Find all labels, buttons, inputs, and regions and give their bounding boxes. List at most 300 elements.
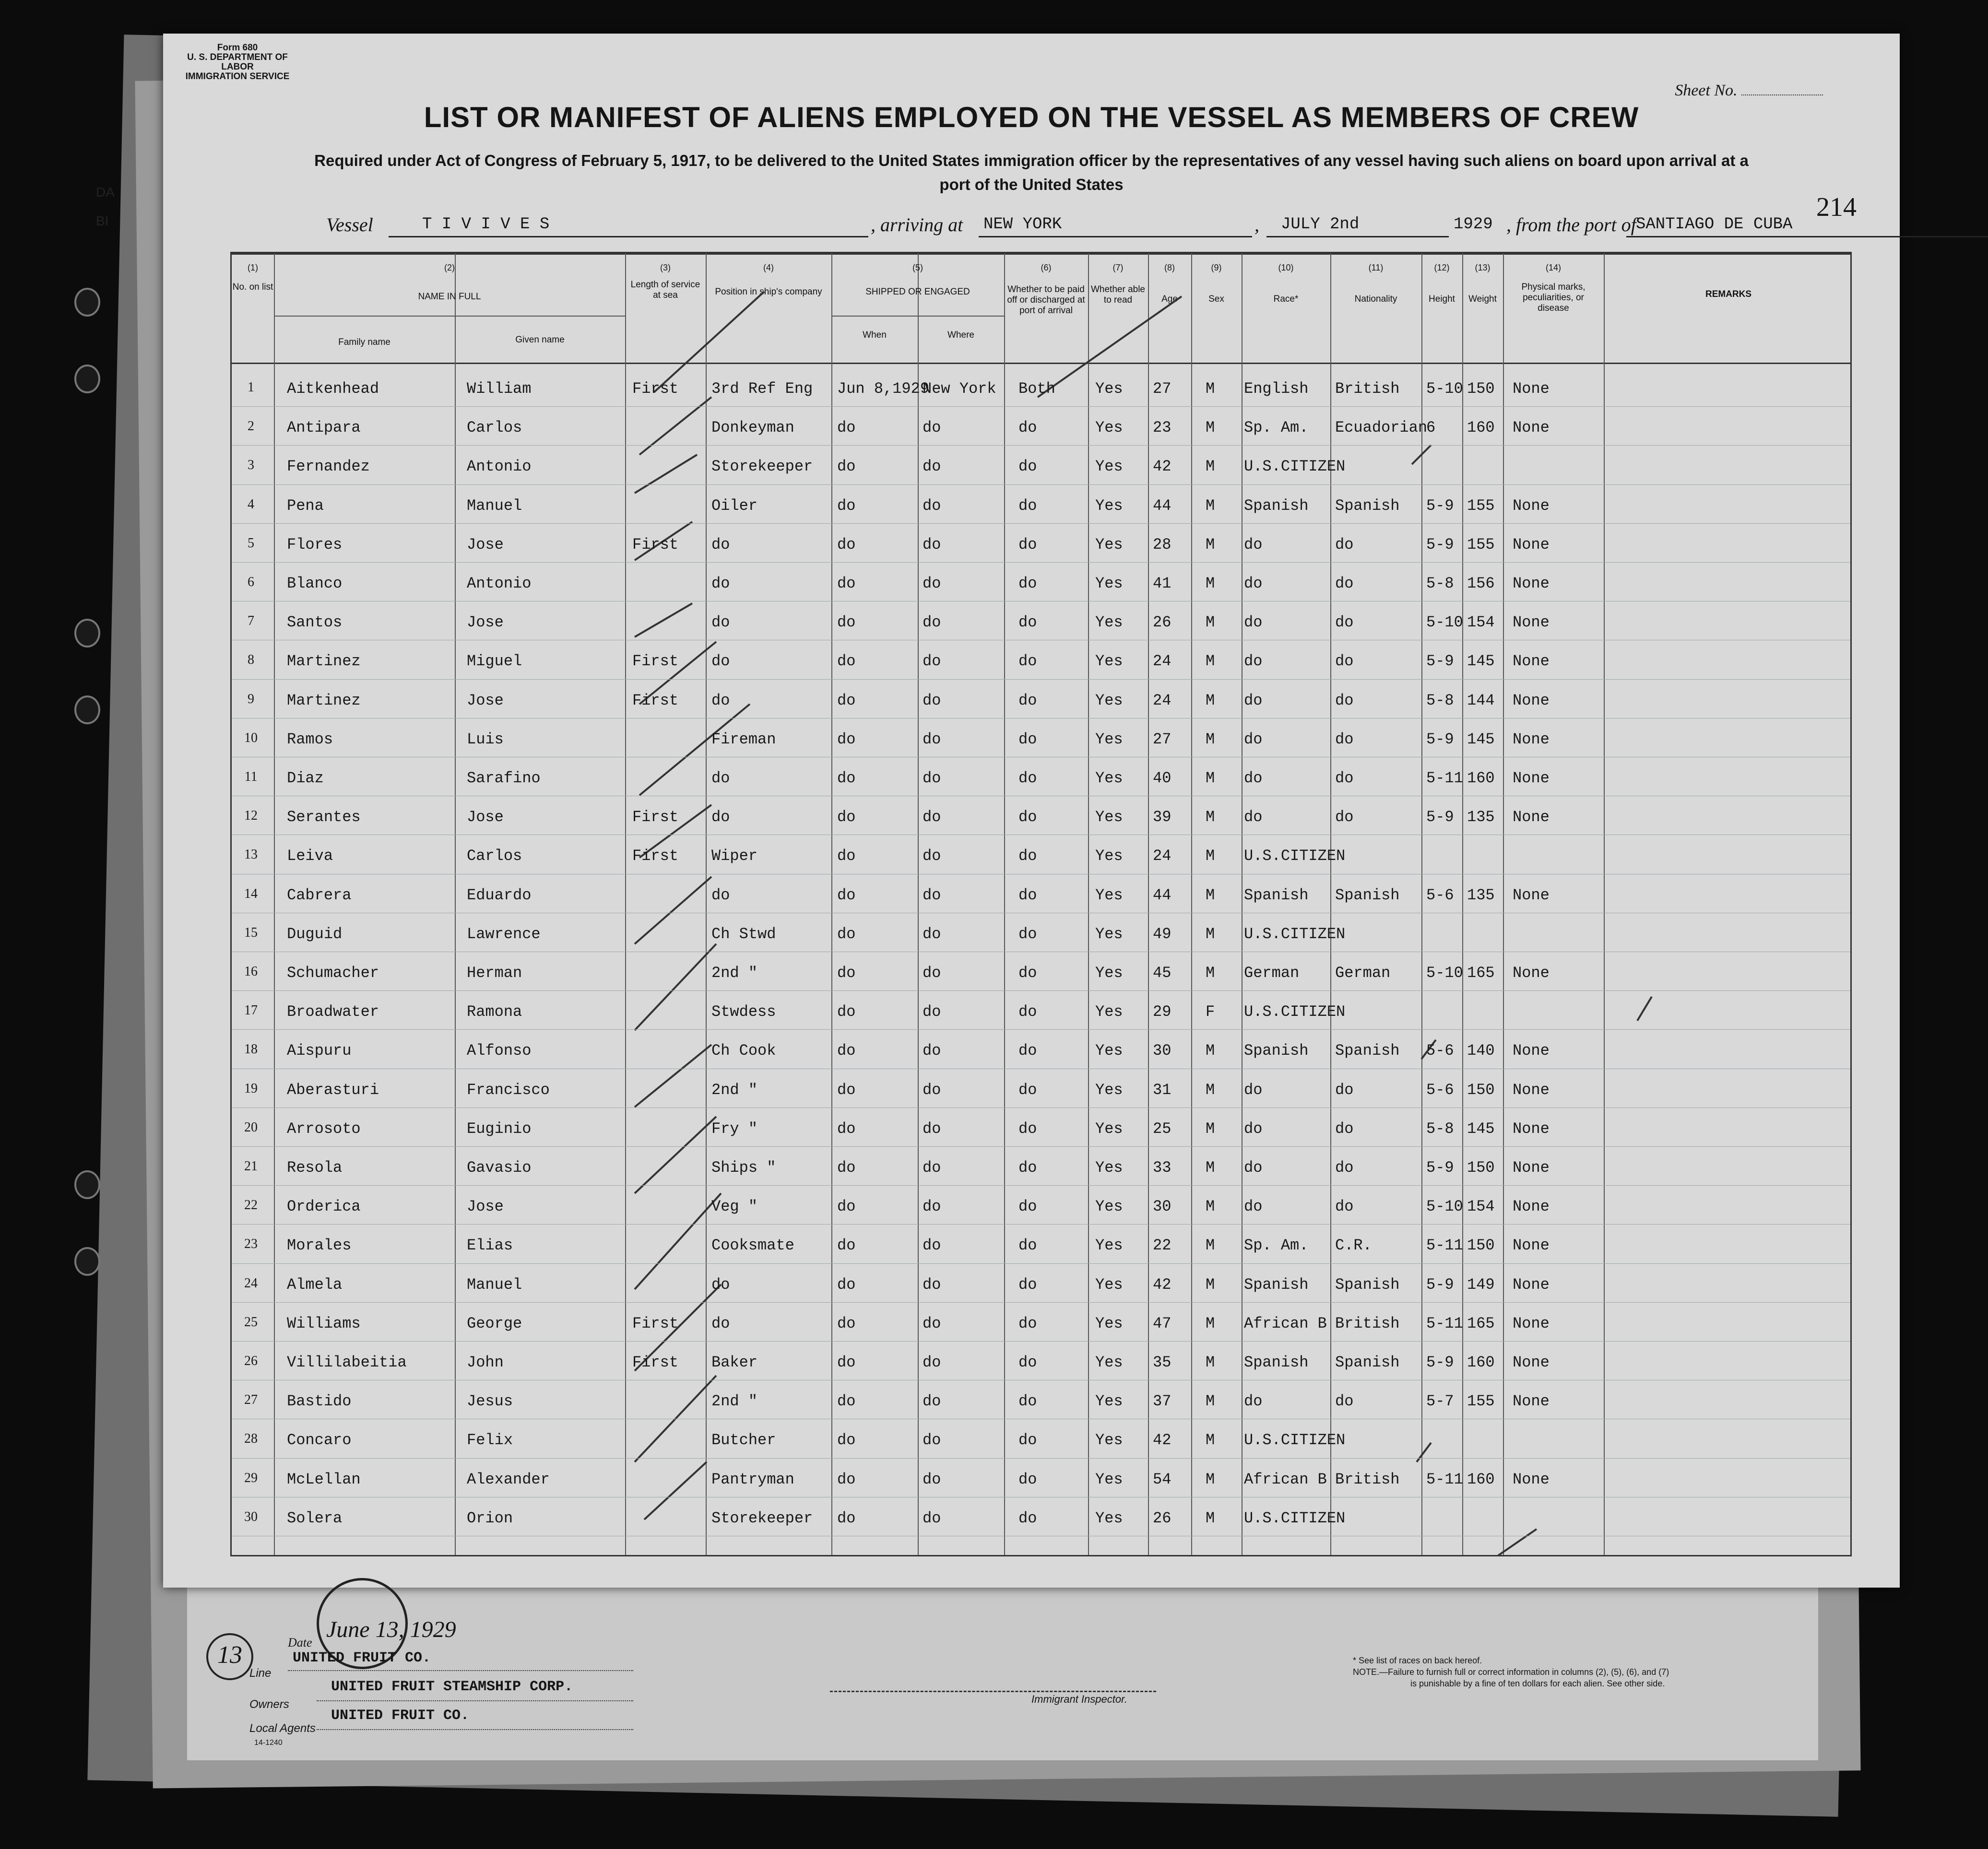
cell-shipped-where: do bbox=[923, 925, 941, 943]
table-row bbox=[232, 1459, 1850, 1497]
cell-position: do bbox=[711, 1275, 730, 1294]
table-row bbox=[232, 1420, 1850, 1458]
cell-paid-off: Both bbox=[1018, 380, 1055, 398]
arrival-date: JULY 2nd bbox=[1281, 215, 1360, 234]
cell-able-to-read: Yes bbox=[1095, 730, 1123, 748]
binder-hole bbox=[74, 695, 100, 724]
cell-shipped-when: do bbox=[837, 419, 856, 437]
cell-able-to-read: Yes bbox=[1095, 419, 1123, 437]
cell-shipped-where: do bbox=[923, 1003, 941, 1021]
cell-race: do bbox=[1244, 1081, 1263, 1099]
cell-shipped-where: do bbox=[923, 1509, 941, 1527]
cell-row-number: 25 bbox=[244, 1314, 258, 1330]
arrival-year: 1929 bbox=[1454, 215, 1493, 234]
cell-sex: M bbox=[1206, 535, 1215, 554]
cell-weight: 135 bbox=[1467, 886, 1495, 904]
cell-shipped-where: do bbox=[923, 964, 941, 982]
cell-given-name: John bbox=[467, 1354, 504, 1371]
cell-shipped-where: do bbox=[923, 1198, 941, 1216]
cell-position: do bbox=[711, 1314, 730, 1332]
cell-given-name: Carlos bbox=[467, 847, 522, 865]
binder-hole bbox=[74, 288, 100, 317]
cell-nationality: do bbox=[1335, 691, 1354, 709]
col-height: Height bbox=[1429, 294, 1455, 304]
cell-family-name: Resola bbox=[287, 1159, 343, 1177]
cell-weight: 160 bbox=[1467, 419, 1495, 437]
cell-age: 22 bbox=[1153, 1237, 1172, 1255]
table-row bbox=[232, 991, 1850, 1030]
table-row bbox=[232, 368, 1850, 407]
cell-row-number: 3 bbox=[248, 458, 254, 473]
cell-able-to-read: Yes bbox=[1095, 1354, 1123, 1371]
table-row bbox=[232, 1498, 1850, 1536]
cell-able-to-read: Yes bbox=[1095, 458, 1123, 476]
cell-shipped-when: Jun 8,1929 bbox=[837, 380, 930, 398]
cell-paid-off: do bbox=[1018, 1431, 1037, 1449]
cell-nationality: do bbox=[1335, 1392, 1354, 1411]
cell-race: African B bbox=[1244, 1314, 1327, 1332]
cell-height: 5-10 bbox=[1426, 380, 1463, 398]
cell-able-to-read: Yes bbox=[1095, 1081, 1123, 1099]
cell-physical-marks: None bbox=[1513, 1237, 1550, 1255]
cell-given-name: Euginio bbox=[467, 1119, 532, 1138]
cell-able-to-read: Yes bbox=[1095, 1042, 1123, 1060]
cell-height: 5-9 bbox=[1426, 808, 1454, 826]
cell-shipped-where: do bbox=[923, 730, 941, 748]
col-position: Position in ship's company bbox=[715, 287, 822, 297]
cell-family-name: Broadwater bbox=[287, 1003, 379, 1021]
col-family-name: Family name bbox=[338, 337, 390, 347]
cell-paid-off: do bbox=[1018, 1314, 1037, 1332]
cell-paid-off: do bbox=[1018, 886, 1037, 904]
cell-nationality: do bbox=[1335, 1119, 1354, 1138]
cell-sex: M bbox=[1206, 1237, 1215, 1255]
cell-shipped-where: do bbox=[923, 847, 941, 865]
manifest-sheet bbox=[163, 34, 1900, 1649]
cell-age: 45 bbox=[1153, 964, 1172, 982]
cell-weight: 160 bbox=[1467, 1354, 1495, 1371]
cell-paid-off: do bbox=[1018, 1392, 1037, 1411]
cell-family-name: Morales bbox=[287, 1237, 352, 1255]
col-shipped: SHIPPED OR ENGAGED bbox=[865, 287, 970, 297]
cell-race: do bbox=[1244, 1159, 1263, 1177]
cell-shipped-where: do bbox=[923, 1275, 941, 1294]
cell-age: 24 bbox=[1153, 847, 1172, 865]
cell-height: 5-6 bbox=[1426, 1081, 1454, 1099]
cell-shipped-when: do bbox=[837, 1470, 856, 1488]
table-row bbox=[232, 524, 1850, 563]
cell-paid-off: do bbox=[1018, 769, 1037, 787]
cell-height: 5-9 bbox=[1426, 1354, 1454, 1371]
vessel-label: Vessel bbox=[326, 214, 373, 236]
cell-row-number: 24 bbox=[244, 1275, 258, 1291]
cell-able-to-read: Yes bbox=[1095, 925, 1123, 943]
inspector-label: Immigrant Inspector. bbox=[1031, 1693, 1127, 1705]
cell-sex: M bbox=[1206, 847, 1215, 865]
cell-race: African B bbox=[1244, 1470, 1327, 1488]
col-name: NAME IN FULL bbox=[418, 292, 481, 302]
cell-height: 5-6 bbox=[1426, 886, 1454, 904]
cell-height: 5-8 bbox=[1426, 691, 1454, 709]
cell-shipped-when: do bbox=[837, 886, 856, 904]
table-row bbox=[232, 1030, 1850, 1069]
cell-age: 41 bbox=[1153, 575, 1172, 592]
binder-hole bbox=[74, 365, 100, 393]
cell-shipped-where: do bbox=[923, 458, 941, 476]
cell-weight: 144 bbox=[1467, 691, 1495, 709]
cell-height: 5-8 bbox=[1426, 575, 1454, 592]
cell-shipped-when: do bbox=[837, 1314, 856, 1332]
cell-physical-marks: None bbox=[1513, 496, 1550, 515]
cell-position: Veg " bbox=[711, 1198, 758, 1216]
cell-age: 42 bbox=[1153, 1431, 1172, 1449]
cell-shipped-when: do bbox=[837, 1042, 856, 1060]
cell-age: 26 bbox=[1153, 1509, 1172, 1527]
cell-nationality: Spanish bbox=[1335, 496, 1400, 515]
cell-given-name: Sarafino bbox=[467, 769, 541, 787]
cell-row-number: 14 bbox=[244, 886, 258, 901]
cell-age: 29 bbox=[1153, 1003, 1172, 1021]
cell-able-to-read: Yes bbox=[1095, 535, 1123, 554]
cell-family-name: Williams bbox=[287, 1314, 361, 1332]
cell-age: 28 bbox=[1153, 535, 1172, 554]
cell-height: 5-10 bbox=[1426, 964, 1463, 982]
cell-row-number: 27 bbox=[244, 1392, 258, 1408]
cell-physical-marks: None bbox=[1513, 691, 1550, 709]
cell-age: 54 bbox=[1153, 1470, 1172, 1488]
cell-given-name: Gavasio bbox=[467, 1159, 532, 1177]
cell-weight: 135 bbox=[1467, 808, 1495, 826]
cell-race: Sp. Am. bbox=[1244, 1237, 1309, 1255]
cell-nationality: British bbox=[1335, 1470, 1400, 1488]
cell-weight: 155 bbox=[1467, 496, 1495, 515]
cell-position: do bbox=[711, 769, 730, 787]
cell-able-to-read: Yes bbox=[1095, 1198, 1123, 1216]
cell-row-number: 7 bbox=[248, 613, 254, 629]
cell-family-name: McLellan bbox=[287, 1470, 361, 1488]
cell-given-name: Francisco bbox=[467, 1081, 550, 1099]
table-row bbox=[232, 953, 1850, 991]
cell-height: 5-10 bbox=[1426, 613, 1463, 632]
cell-weight: 145 bbox=[1467, 730, 1495, 748]
cell-nationality: do bbox=[1335, 575, 1354, 592]
footnote: * See list of races on back hereof. NOTE.—Failure to furnish full or correct information in columns (2), (5), (6), and (7) is punishable by a fine of ten dollars for each alien. See other side. bbox=[1353, 1656, 1669, 1688]
cell-given-name: Manuel bbox=[467, 496, 522, 515]
cell-paid-off: do bbox=[1018, 1159, 1037, 1177]
cell-nationality: do bbox=[1335, 1198, 1354, 1216]
cell-family-name: Aberasturi bbox=[287, 1081, 379, 1099]
cell-sex: M bbox=[1206, 613, 1215, 632]
cell-paid-off: do bbox=[1018, 1081, 1037, 1099]
date-label: Date bbox=[288, 1636, 312, 1649]
cell-weight: 155 bbox=[1467, 535, 1495, 554]
cell-sex: M bbox=[1206, 1159, 1215, 1177]
cell-shipped-where: do bbox=[923, 1431, 941, 1449]
cell-shipped-when: do bbox=[837, 808, 856, 826]
cell-physical-marks: None bbox=[1513, 1470, 1550, 1488]
cell-paid-off: do bbox=[1018, 652, 1037, 671]
cell-paid-off: do bbox=[1018, 458, 1037, 476]
cell-service-length: First bbox=[632, 691, 679, 709]
cell-race: do bbox=[1244, 808, 1263, 826]
cell-age: 30 bbox=[1153, 1042, 1172, 1060]
cell-service-length: First bbox=[632, 808, 679, 826]
cell-family-name: Blanco bbox=[287, 575, 343, 592]
cell-row-number: 12 bbox=[244, 808, 258, 824]
cell-age: 40 bbox=[1153, 769, 1172, 787]
table-row bbox=[232, 1108, 1850, 1147]
cell-shipped-when: do bbox=[837, 613, 856, 632]
cell-able-to-read: Yes bbox=[1095, 769, 1123, 787]
cell-paid-off: do bbox=[1018, 730, 1037, 748]
cell-position: Donkeyman bbox=[711, 419, 794, 437]
cell-able-to-read: Yes bbox=[1095, 886, 1123, 904]
cell-row-number: 9 bbox=[248, 691, 254, 707]
cell-row-number: 1 bbox=[248, 380, 254, 395]
table-row bbox=[232, 1342, 1850, 1380]
cell-shipped-when: do bbox=[837, 496, 856, 515]
cell-paid-off: do bbox=[1018, 808, 1037, 826]
cell-able-to-read: Yes bbox=[1095, 575, 1123, 592]
cell-shipped-where: do bbox=[923, 613, 941, 632]
owners-value: UNITED FRUIT STEAMSHIP CORP. bbox=[331, 1679, 573, 1695]
cell-family-name: Fernandez bbox=[287, 458, 370, 476]
date-value: June 13, 1929 bbox=[326, 1617, 456, 1642]
cell-position: Stwdess bbox=[711, 1003, 776, 1021]
cell-position: do bbox=[711, 808, 730, 826]
cell-age: 42 bbox=[1153, 1275, 1172, 1294]
agents-label: Local Agents bbox=[249, 1722, 316, 1735]
cell-given-name: Manuel bbox=[467, 1275, 522, 1294]
cell-physical-marks: None bbox=[1513, 886, 1550, 904]
cell-height: 5-6 bbox=[1426, 1042, 1454, 1060]
cell-shipped-when: do bbox=[837, 964, 856, 982]
cell-race: Spanish bbox=[1244, 1275, 1309, 1294]
cell-family-name: Aispuru bbox=[287, 1042, 352, 1060]
vessel-line: Vessel T I V I V E S , arriving at NEW YORK , JULY 2nd 1929 , from the port of SANTIAGO DE CUBA bbox=[326, 213, 1813, 242]
cell-nationality: do bbox=[1335, 1159, 1354, 1177]
cell-shipped-where: do bbox=[923, 1159, 941, 1177]
cell-given-name: George bbox=[467, 1314, 522, 1332]
cell-sex: M bbox=[1206, 1275, 1215, 1294]
cell-shipped-where: do bbox=[923, 496, 941, 515]
cell-physical-marks: None bbox=[1513, 1314, 1550, 1332]
cell-race: Spanish bbox=[1244, 496, 1309, 515]
cell-able-to-read: Yes bbox=[1095, 808, 1123, 826]
cell-shipped-when: do bbox=[837, 1431, 856, 1449]
vessel-name: T I V I V E S bbox=[422, 215, 550, 234]
cell-sex: M bbox=[1206, 925, 1215, 943]
cell-position: 3rd Ref Eng bbox=[711, 380, 813, 398]
table-row bbox=[232, 485, 1850, 524]
table-row bbox=[232, 797, 1850, 835]
cell-paid-off: do bbox=[1018, 1198, 1037, 1216]
cell-sex: M bbox=[1206, 1470, 1215, 1488]
cell-given-name: Alexander bbox=[467, 1470, 550, 1488]
cell-sex: M bbox=[1206, 419, 1215, 437]
cell-physical-marks: None bbox=[1513, 1198, 1550, 1216]
page-title: LIST OR MANIFEST OF ALIENS EMPLOYED ON THE VESSEL AS MEMBERS OF CREW bbox=[424, 101, 1639, 133]
cell-race: do bbox=[1244, 769, 1263, 787]
cell-age: 27 bbox=[1153, 380, 1172, 398]
col-paid-off: Whether to be paid off or discharged at port of arrival bbox=[1007, 284, 1085, 316]
cell-paid-off: do bbox=[1018, 613, 1037, 632]
cell-shipped-where: do bbox=[923, 808, 941, 826]
cell-height: 5-10 bbox=[1426, 1198, 1463, 1216]
form-service: IMMIGRATION SERVICE bbox=[185, 71, 290, 82]
cell-row-number: 19 bbox=[244, 1081, 258, 1096]
cell-weight: 160 bbox=[1467, 1470, 1495, 1488]
cell-race: German bbox=[1244, 964, 1300, 982]
cell-position: 2nd " bbox=[711, 1392, 758, 1411]
cell-sex: M bbox=[1206, 1042, 1215, 1060]
cell-shipped-when: do bbox=[837, 1119, 856, 1138]
cell-shipped-when: do bbox=[837, 575, 856, 592]
cell-age: 37 bbox=[1153, 1392, 1172, 1411]
table-row bbox=[232, 1147, 1850, 1186]
cell-shipped-when: do bbox=[837, 730, 856, 748]
cell-row-number: 21 bbox=[244, 1159, 258, 1174]
cell-sex: M bbox=[1206, 652, 1215, 671]
table-row bbox=[232, 1264, 1850, 1303]
col-remarks: REMARKS bbox=[1705, 289, 1752, 299]
cell-height: 5-11 bbox=[1426, 1314, 1463, 1332]
page-subtitle: Required under Act of Congress of February 5, 1917, to be delivered to the United States immigration officer by the representatives of any vessel having such aliens on board upon arrival at a port of the United States bbox=[314, 152, 1749, 193]
arriving-label: , arriving at bbox=[871, 214, 963, 236]
cell-able-to-read: Yes bbox=[1095, 1119, 1123, 1138]
cell-given-name: Jose bbox=[467, 613, 504, 632]
cell-paid-off: do bbox=[1018, 691, 1037, 709]
cell-shipped-when: do bbox=[837, 925, 856, 943]
cell-row-number: 6 bbox=[248, 575, 254, 589]
cell-position: Ch Cook bbox=[711, 1042, 776, 1060]
cell-race: U.S.CITIZEN bbox=[1244, 1003, 1346, 1021]
cell-weight: 150 bbox=[1467, 1081, 1495, 1099]
cell-sex: M bbox=[1206, 496, 1215, 515]
cell-age: 24 bbox=[1153, 652, 1172, 671]
page-number: 214 bbox=[1816, 192, 1857, 222]
cell-height: 5-9 bbox=[1426, 652, 1454, 671]
cell-height: 5-9 bbox=[1426, 535, 1454, 554]
cell-shipped-where: New York bbox=[923, 380, 996, 398]
cell-race: do bbox=[1244, 1198, 1263, 1216]
cell-able-to-read: Yes bbox=[1095, 691, 1123, 709]
cell-nationality: British bbox=[1335, 380, 1400, 398]
cell-race: U.S.CITIZEN bbox=[1244, 458, 1346, 476]
cell-weight: 145 bbox=[1467, 652, 1495, 671]
cell-height: 5-8 bbox=[1426, 1119, 1454, 1138]
cell-height: 5-9 bbox=[1426, 1275, 1454, 1294]
cell-physical-marks: None bbox=[1513, 1275, 1550, 1294]
cell-able-to-read: Yes bbox=[1095, 496, 1123, 515]
cell-weight: 150 bbox=[1467, 380, 1495, 398]
cell-shipped-when: do bbox=[837, 1392, 856, 1411]
cell-nationality: Spanish bbox=[1335, 1275, 1400, 1294]
cell-given-name: Lawrence bbox=[467, 925, 541, 943]
cell-shipped-when: do bbox=[837, 535, 856, 554]
table-row bbox=[232, 1186, 1850, 1225]
cell-race: U.S.CITIZEN bbox=[1244, 847, 1346, 865]
cell-sex: M bbox=[1206, 1431, 1215, 1449]
cell-shipped-where: do bbox=[923, 886, 941, 904]
cell-age: 42 bbox=[1153, 458, 1172, 476]
col-service: Length of service at sea bbox=[630, 280, 700, 300]
cell-age: 39 bbox=[1153, 808, 1172, 826]
cell-paid-off: do bbox=[1018, 535, 1037, 554]
cell-family-name: Martinez bbox=[287, 691, 361, 709]
cell-row-number: 13 bbox=[244, 847, 258, 862]
arrival-port: NEW YORK bbox=[983, 215, 1062, 234]
cell-nationality: Ecuadorian bbox=[1335, 419, 1428, 437]
cell-age: 26 bbox=[1153, 613, 1172, 632]
cell-shipped-where: do bbox=[923, 691, 941, 709]
cell-service-length: First bbox=[632, 847, 679, 865]
cell-position: do bbox=[711, 613, 730, 632]
cell-paid-off: do bbox=[1018, 1119, 1037, 1138]
cell-sex: M bbox=[1206, 458, 1215, 476]
cell-height: 5-7 bbox=[1426, 1392, 1454, 1411]
cell-row-number: 8 bbox=[248, 652, 254, 668]
col-age: Age bbox=[1161, 294, 1178, 304]
cell-height: 5-9 bbox=[1426, 730, 1454, 748]
cell-physical-marks: None bbox=[1513, 1354, 1550, 1371]
line-label: Line bbox=[249, 1667, 272, 1680]
cell-shipped-where: do bbox=[923, 652, 941, 671]
cell-age: 30 bbox=[1153, 1198, 1172, 1216]
cell-paid-off: do bbox=[1018, 847, 1037, 865]
cell-race: U.S.CITIZEN bbox=[1244, 925, 1346, 943]
table-row bbox=[232, 758, 1850, 796]
cell-nationality: Spanish bbox=[1335, 886, 1400, 904]
cell-race: Spanish bbox=[1244, 1042, 1309, 1060]
cell-shipped-where: do bbox=[923, 1314, 941, 1332]
departure-port: SANTIAGO DE CUBA bbox=[1636, 215, 1793, 234]
cell-shipped-when: do bbox=[837, 769, 856, 787]
cell-shipped-when: do bbox=[837, 1354, 856, 1371]
cell-shipped-when: do bbox=[837, 1198, 856, 1216]
cell-nationality: do bbox=[1335, 1081, 1354, 1099]
cell-shipped-where: do bbox=[923, 1042, 941, 1060]
cell-race: Spanish bbox=[1244, 886, 1309, 904]
cell-position: do bbox=[711, 575, 730, 592]
cell-given-name: Jose bbox=[467, 808, 504, 826]
cell-weight: 149 bbox=[1467, 1275, 1495, 1294]
cell-paid-off: do bbox=[1018, 1470, 1037, 1488]
cell-family-name: Arrosoto bbox=[287, 1119, 361, 1138]
cell-paid-off: do bbox=[1018, 1042, 1037, 1060]
table-row bbox=[232, 641, 1850, 679]
cell-physical-marks: None bbox=[1513, 1081, 1550, 1099]
cell-physical-marks: None bbox=[1513, 1119, 1550, 1138]
cell-paid-off: do bbox=[1018, 1509, 1037, 1527]
cell-given-name: Herman bbox=[467, 964, 522, 982]
cell-position: Oiler bbox=[711, 496, 758, 515]
cell-row-number: 26 bbox=[244, 1354, 258, 1368]
sheet-number-label: Sheet No. bbox=[1675, 82, 1823, 100]
cell-shipped-where: do bbox=[923, 769, 941, 787]
cell-age: 44 bbox=[1153, 496, 1172, 515]
cell-paid-off: do bbox=[1018, 1003, 1037, 1021]
col-no: No. on list bbox=[232, 282, 273, 292]
cell-position: Fry " bbox=[711, 1119, 758, 1138]
cell-shipped-when: do bbox=[837, 847, 856, 865]
cell-shipped-when: do bbox=[837, 1081, 856, 1099]
cell-position: do bbox=[711, 652, 730, 671]
cell-sex: M bbox=[1206, 1198, 1215, 1216]
cell-shipped-when: do bbox=[837, 1159, 856, 1177]
cell-position: do bbox=[711, 886, 730, 904]
cell-race: do bbox=[1244, 613, 1263, 632]
